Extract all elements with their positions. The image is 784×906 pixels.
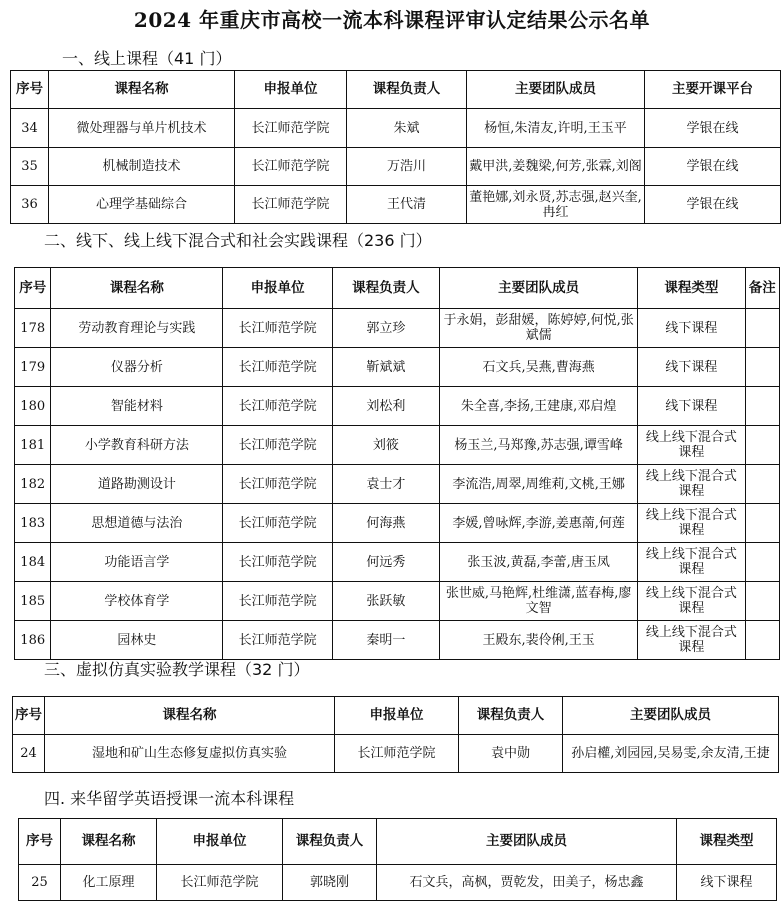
column-header: 序号 bbox=[11, 71, 49, 109]
column-header: 序号 bbox=[15, 268, 51, 309]
column-header: 序号 bbox=[19, 819, 61, 865]
table-cell: 张跃敏 bbox=[332, 582, 439, 621]
table-cell: 线下课程 bbox=[677, 865, 777, 901]
table-cell: 长江师范学院 bbox=[223, 387, 332, 426]
header-row bbox=[15, 268, 780, 309]
table-cell bbox=[745, 387, 779, 426]
table-row bbox=[11, 148, 781, 186]
table-row bbox=[15, 348, 780, 387]
table-cell: 心理学基础综合 bbox=[49, 186, 235, 224]
table-cell: 长江师范学院 bbox=[157, 865, 283, 901]
table-cell: 智能材料 bbox=[51, 387, 223, 426]
table-cell: 戴甲洪,姜魏梁,何芳,张霖,刘阁 bbox=[467, 148, 645, 186]
table-cell: 186 bbox=[15, 621, 51, 660]
header-row bbox=[13, 697, 779, 735]
table-row bbox=[15, 309, 780, 348]
table-cell: 学银在线 bbox=[645, 148, 781, 186]
table-cell: 微处理器与单片机技术 bbox=[49, 109, 235, 148]
table-cell: 长江师范学院 bbox=[223, 309, 332, 348]
page-title: 2024 年重庆市高校一流本科课程评审认定结果公示名单 bbox=[133, 8, 651, 32]
table-cell: 线上线下混合式课程 bbox=[638, 426, 745, 465]
column-header: 序号 bbox=[13, 697, 45, 735]
table-cell: 线下课程 bbox=[638, 309, 745, 348]
table-cell: 24 bbox=[13, 735, 45, 773]
column-header: 申报单位 bbox=[335, 697, 459, 735]
table-cell: 182 bbox=[15, 465, 51, 504]
table-cell: 李媛,曾咏辉,李游,姜惠萳,何莲 bbox=[439, 504, 637, 543]
table-row bbox=[15, 543, 780, 582]
table-cell: 长江师范学院 bbox=[223, 543, 332, 582]
table-cell: 线上线下混合式课程 bbox=[638, 465, 745, 504]
table-cell: 36 bbox=[11, 186, 49, 224]
table-cell: 183 bbox=[15, 504, 51, 543]
column-header: 课程名称 bbox=[49, 71, 235, 109]
table-cell: 长江师范学院 bbox=[235, 186, 347, 224]
table-cell: 劳动教育理论与实践 bbox=[51, 309, 223, 348]
table-cell: 小学教育科研方法 bbox=[51, 426, 223, 465]
table-cell: 线上线下混合式课程 bbox=[638, 582, 745, 621]
table-row bbox=[15, 582, 780, 621]
table-cell: 石文兵,吴燕,曹海燕 bbox=[439, 348, 637, 387]
table-cell: 185 bbox=[15, 582, 51, 621]
table-row bbox=[19, 865, 777, 901]
table-cell: 25 bbox=[19, 865, 61, 901]
table-cell: 石文兵，高枫，贾乾发，田美子，杨忠鑫 bbox=[377, 865, 677, 901]
table-cell: 于永娟，彭甜媛，陈婷婷,何悦,张斌儒 bbox=[439, 309, 637, 348]
table-cell bbox=[745, 621, 779, 660]
table-cell: 朱全喜,李扬,王建康,邓启煌 bbox=[439, 387, 637, 426]
header-row bbox=[11, 71, 781, 109]
table-row bbox=[15, 465, 780, 504]
column-header: 课程负责人 bbox=[283, 819, 377, 865]
column-header: 课程名称 bbox=[61, 819, 157, 865]
international-courses-table bbox=[18, 818, 777, 901]
column-header: 课程名称 bbox=[51, 268, 223, 309]
table-row bbox=[15, 387, 780, 426]
table-cell: 袁中勋 bbox=[459, 735, 563, 773]
table-cell: 张世威,马艳辉,杜维潇,蓝春梅,廖文智 bbox=[439, 582, 637, 621]
table-cell: 何远秀 bbox=[332, 543, 439, 582]
table-cell: 长江师范学院 bbox=[223, 582, 332, 621]
column-header: 申报单位 bbox=[223, 268, 332, 309]
table-cell: 长江师范学院 bbox=[335, 735, 459, 773]
table-cell: 何海燕 bbox=[332, 504, 439, 543]
table-cell: 学校体育学 bbox=[51, 582, 223, 621]
table-cell: 长江师范学院 bbox=[223, 426, 332, 465]
table-row bbox=[15, 426, 780, 465]
table-cell: 郭立珍 bbox=[332, 309, 439, 348]
table-cell: 长江师范学院 bbox=[223, 621, 332, 660]
column-header: 申报单位 bbox=[157, 819, 283, 865]
table-cell bbox=[745, 465, 779, 504]
table-cell: 机械制造技术 bbox=[49, 148, 235, 186]
table-cell: 34 bbox=[11, 109, 49, 148]
column-header: 课程负责人 bbox=[347, 71, 467, 109]
table-cell: 179 bbox=[15, 348, 51, 387]
section1-heading: 一、线上课程（41 门） bbox=[62, 49, 232, 68]
table-cell: 万浩川 bbox=[347, 148, 467, 186]
column-header: 申报单位 bbox=[235, 71, 347, 109]
table-cell: 线下课程 bbox=[638, 387, 745, 426]
table-cell bbox=[745, 543, 779, 582]
table-cell: 李流浩,周翠,周维莉,文桃,王娜 bbox=[439, 465, 637, 504]
table-cell: 杨恒,朱清友,许明,王玉平 bbox=[467, 109, 645, 148]
table-row bbox=[15, 621, 780, 660]
table-cell: 朱斌 bbox=[347, 109, 467, 148]
section3-heading: 三、虚拟仿真实验教学课程（32 门） bbox=[44, 660, 310, 679]
table-cell bbox=[745, 426, 779, 465]
table-cell bbox=[745, 504, 779, 543]
column-header: 课程类型 bbox=[677, 819, 777, 865]
table-row bbox=[11, 186, 781, 224]
table-cell: 35 bbox=[11, 148, 49, 186]
table-cell: 郭晓刚 bbox=[283, 865, 377, 901]
column-header: 课程名称 bbox=[45, 697, 335, 735]
column-header: 备注 bbox=[745, 268, 779, 309]
table-cell: 长江师范学院 bbox=[223, 465, 332, 504]
table-cell: 杨玉兰,马郑豫,苏志强,谭雪峰 bbox=[439, 426, 637, 465]
table-cell: 线上线下混合式课程 bbox=[638, 504, 745, 543]
table-cell: 刘筱 bbox=[332, 426, 439, 465]
table-cell: 178 bbox=[15, 309, 51, 348]
table-cell: 湿地和矿山生态修复虚拟仿真实验 bbox=[45, 735, 335, 773]
table-cell: 180 bbox=[15, 387, 51, 426]
table-cell bbox=[745, 582, 779, 621]
column-header: 课程负责人 bbox=[332, 268, 439, 309]
section4-heading: 四. 来华留学英语授课一流本科课程 bbox=[44, 789, 295, 808]
table-cell: 袁士才 bbox=[332, 465, 439, 504]
column-header: 主要团队成员 bbox=[563, 697, 779, 735]
table-cell: 181 bbox=[15, 426, 51, 465]
column-header: 主要团队成员 bbox=[467, 71, 645, 109]
table-cell: 仪器分析 bbox=[51, 348, 223, 387]
table-cell: 思想道德与法治 bbox=[51, 504, 223, 543]
table-cell: 长江师范学院 bbox=[223, 504, 332, 543]
blended-courses-table bbox=[14, 267, 780, 660]
column-header: 课程类型 bbox=[638, 268, 745, 309]
table-cell: 董艳娜,刘永贤,苏志强,赵兴奎,冉红 bbox=[467, 186, 645, 224]
table-row bbox=[11, 109, 781, 148]
table-cell: 线上线下混合式课程 bbox=[638, 543, 745, 582]
table-cell: 刘松利 bbox=[332, 387, 439, 426]
column-header: 主要团队成员 bbox=[439, 268, 637, 309]
table-cell: 线下课程 bbox=[638, 348, 745, 387]
table-row bbox=[15, 504, 780, 543]
table-cell: 长江师范学院 bbox=[235, 148, 347, 186]
table-cell: 道路勘测设计 bbox=[51, 465, 223, 504]
header-row bbox=[19, 819, 777, 865]
table-cell: 长江师范学院 bbox=[235, 109, 347, 148]
table-cell: 王代清 bbox=[347, 186, 467, 224]
column-header: 课程负责人 bbox=[459, 697, 563, 735]
table-cell: 学银在线 bbox=[645, 109, 781, 148]
table-cell: 孙启權,刘园园,吴易雯,余友清,王捷 bbox=[563, 735, 779, 773]
table-cell: 园林史 bbox=[51, 621, 223, 660]
table-row bbox=[13, 735, 779, 773]
table-cell: 长江师范学院 bbox=[223, 348, 332, 387]
table-cell bbox=[745, 348, 779, 387]
section2-heading: 二、线下、线上线下混合式和社会实践课程（236 门） bbox=[44, 231, 432, 250]
table-cell: 184 bbox=[15, 543, 51, 582]
table-cell: 张玉波,黄磊,李蕾,唐玉凤 bbox=[439, 543, 637, 582]
column-header: 主要团队成员 bbox=[377, 819, 677, 865]
online-courses-table bbox=[10, 70, 781, 224]
table-cell: 王殿东,裴伶俐,王玉 bbox=[439, 621, 637, 660]
table-cell: 线上线下混合式课程 bbox=[638, 621, 745, 660]
table-cell: 化工原理 bbox=[61, 865, 157, 901]
table-cell: 学银在线 bbox=[645, 186, 781, 224]
column-header: 主要开课平台 bbox=[645, 71, 781, 109]
table-cell: 靳斌斌 bbox=[332, 348, 439, 387]
table-cell: 秦明一 bbox=[332, 621, 439, 660]
table-cell: 功能语言学 bbox=[51, 543, 223, 582]
virtual-sim-table bbox=[12, 696, 779, 773]
table-cell bbox=[745, 309, 779, 348]
